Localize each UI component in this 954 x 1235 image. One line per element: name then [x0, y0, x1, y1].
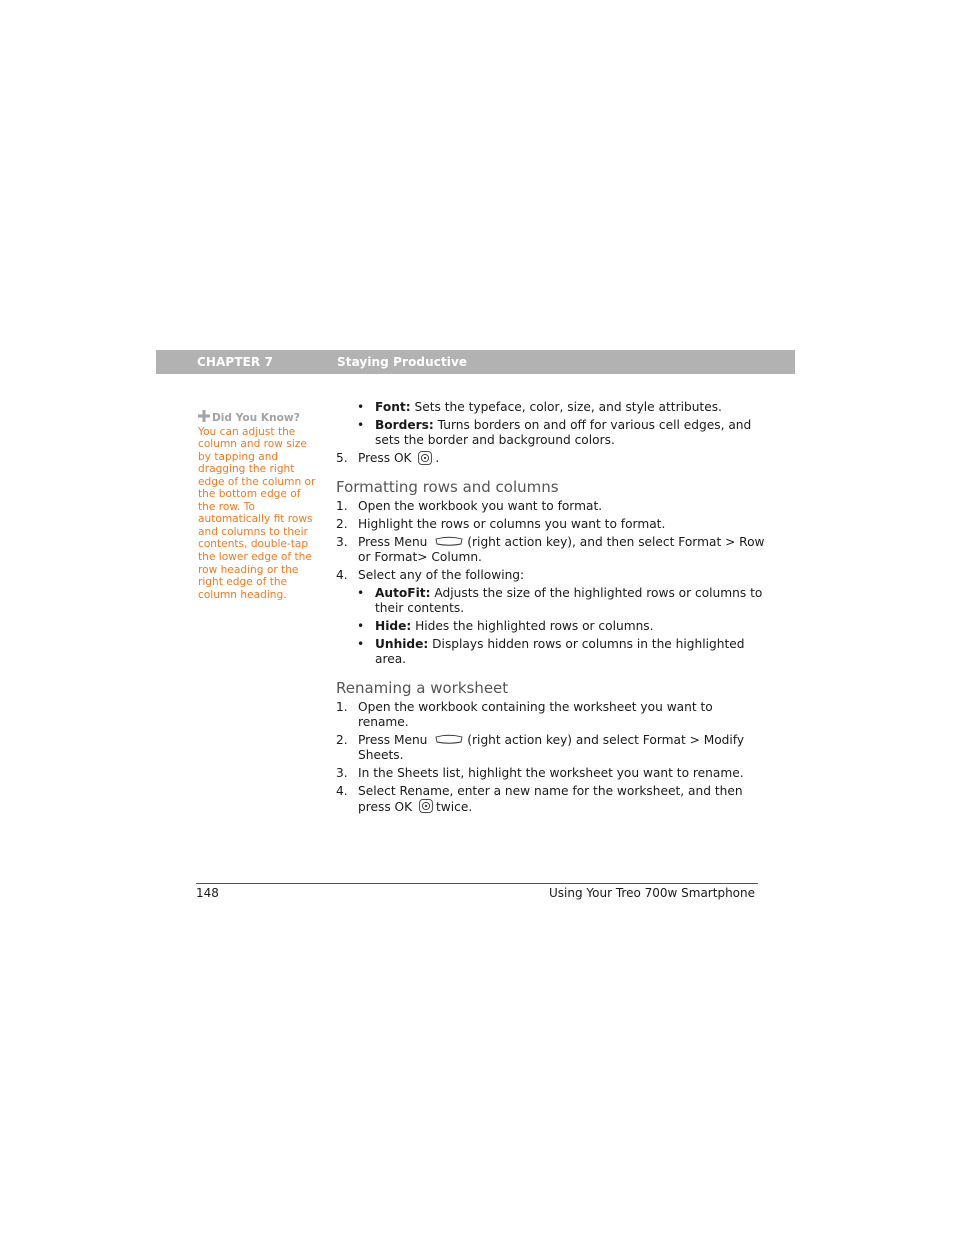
list-item	[336, 586, 766, 617]
bullet-dot: •	[357, 400, 365, 414]
tip-line: automatically fit rows	[198, 513, 313, 526]
ok-button-icon	[419, 799, 433, 813]
main-content	[336, 400, 766, 817]
step-number: 1.	[336, 498, 348, 513]
option-text: Turns borders on and off for various cell edges, and sets the border and background colors.	[375, 417, 752, 448]
section-title-renaming: Renaming a worksheet	[336, 678, 509, 697]
step-text-end: twice.	[436, 799, 473, 814]
chapter-header-bar	[156, 350, 795, 374]
step-item	[336, 784, 766, 815]
step-text: Highlight the rows or columns you want to format.	[358, 516, 666, 531]
footer-divider	[196, 883, 758, 884]
step-text: In the Sheets list, highlight the worksheet you want to rename.	[358, 766, 744, 781]
step-text-end: (right action key) and select Format > Modify Sheets.	[358, 732, 745, 763]
list-item	[336, 400, 766, 415]
tip-line: the row. To	[198, 500, 255, 513]
tip-line: contents, double-tap	[198, 538, 309, 551]
ok-button-icon	[418, 451, 432, 465]
step-item	[336, 517, 766, 532]
step-number: 1.	[336, 699, 348, 714]
option-text: Hides the highlighted rows or columns.	[411, 619, 654, 634]
tip-heading	[198, 409, 316, 425]
bullet-dot: •	[357, 619, 365, 634]
step-text: Open the workbook containing the worksheet you want to rename.	[358, 699, 713, 729]
list-item	[336, 637, 766, 668]
bullet-dot: •	[357, 637, 365, 652]
tip-line: You can adjust the	[198, 425, 296, 438]
option-text: Adjusts the size of the highlighted rows or columns to their contents.	[375, 585, 763, 616]
chapter-label: CHAPTER 7	[197, 355, 273, 369]
step-item	[336, 499, 766, 514]
step-item	[336, 535, 766, 566]
step-number: 2.	[336, 516, 348, 531]
list-item	[336, 418, 766, 449]
chapter-title: Staying Productive	[337, 355, 468, 369]
bullet-dot: •	[357, 585, 365, 600]
step-text: Press Menu	[358, 732, 428, 747]
option-text: Sets the typeface, color, size, and style attributes.	[410, 400, 722, 414]
option-name: Font:	[375, 400, 411, 414]
tip-line: the lower edge of the	[198, 551, 312, 564]
step-text: Select any of the following:	[358, 567, 525, 582]
tip-line: column heading.	[198, 588, 287, 601]
section-title-formatting: Formatting rows and columns	[336, 477, 559, 496]
step-number: 4.	[336, 784, 348, 799]
page-number: 148	[196, 886, 219, 900]
step-item	[336, 700, 766, 731]
list-item	[336, 619, 766, 634]
step-text: Press Menu	[358, 534, 428, 549]
tip-line: row heading or the	[198, 563, 299, 576]
tip-heading-text: Did You Know?	[212, 412, 300, 424]
step-text: Open the workbook you want to format.	[358, 498, 603, 513]
tip-line: edge of the column or	[198, 475, 316, 488]
option-text: Displays hidden rows or columns in the highlighted area.	[375, 637, 745, 667]
option-name: Unhide:	[375, 637, 429, 652]
tip-line: and columns to their	[198, 525, 308, 538]
step-number: 3.	[336, 766, 348, 781]
step-text: Select Rename, enter a new name for the worksheet, and then press OK	[358, 784, 743, 814]
tip-line: by tapping and	[198, 450, 279, 463]
option-name: Hide:	[375, 619, 412, 634]
step-number: 3.	[336, 534, 348, 549]
did-you-know-tip	[198, 409, 316, 601]
menu-key-icon	[434, 536, 464, 546]
book-title: Using Your Treo 700w Smartphone	[549, 886, 755, 900]
tip-line: column and row size	[198, 438, 307, 451]
step-item	[336, 568, 766, 583]
tip-line: the bottom edge of	[198, 488, 301, 501]
step-text-end: (right action key), and then select Format > Row or Format> Column.	[358, 534, 765, 564]
step-number: 4.	[336, 567, 348, 582]
step-item	[336, 733, 766, 764]
step-item	[336, 451, 766, 466]
option-name: Borders:	[375, 417, 434, 432]
step-text: Press OK	[358, 451, 412, 466]
tip-line: right edge of the	[198, 576, 288, 589]
step-item	[336, 766, 766, 781]
tip-line: dragging the right	[198, 463, 295, 476]
step-text-end: .	[435, 451, 440, 466]
step-number: 5.	[336, 451, 348, 466]
menu-key-icon	[434, 734, 464, 744]
step-number: 2.	[336, 732, 348, 747]
option-name: AutoFit:	[375, 585, 431, 600]
bullet-dot: •	[357, 417, 365, 432]
plus-icon	[198, 410, 210, 422]
